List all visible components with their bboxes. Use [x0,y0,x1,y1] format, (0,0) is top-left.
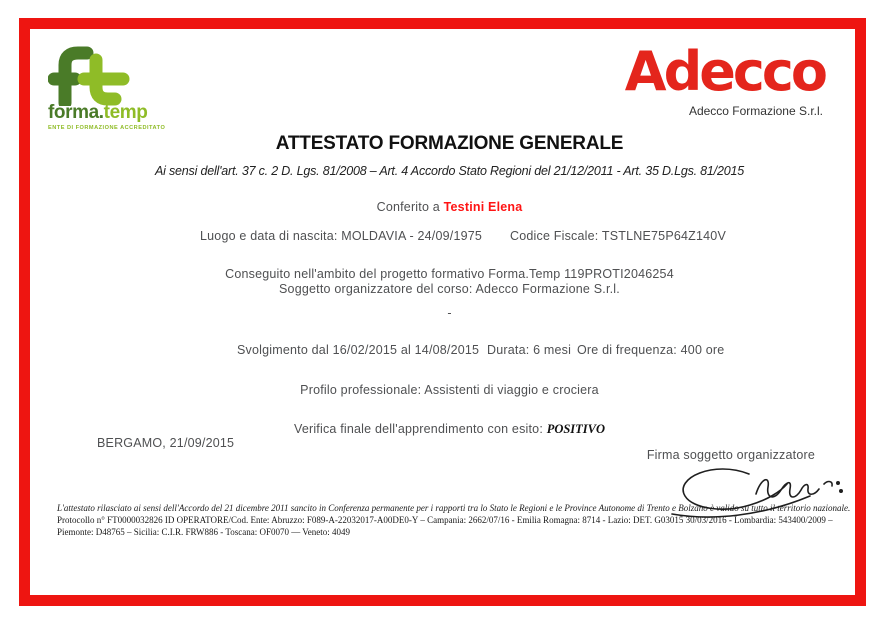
organizer-line: Soggetto organizzatore del corso: Adecco Formazione S.r.l. [279,282,620,296]
professional-profile: Profilo professionale: Assistenti di viaggio e crociera [300,383,599,397]
place-date: BERGAMO, 21/09/2015 [97,436,235,450]
verification-label: Verifica finale dell'apprendimento con esito: [293,422,547,436]
course-period: Svolgimento dal 16/02/2015 al 14/08/2015 [237,343,480,357]
certificate-title: ATTESTATO FORMAZIONE GENERALE [275,133,624,154]
certificate-legal-subtitle: Ai sensi dell'art. 37 c. 2 D. Lgs. 81/2008 – Art. 4 Accordo Stato Regioni del 21/12/2011 - Art. 35 D.Lgs. 81/2015 [155,164,744,178]
separator-dash: - [447,306,452,320]
formatemp-logo [48,46,218,131]
project-line: Conseguito nell'ambito del progetto formativo Forma.Temp 119PROTI2046254 [225,267,674,281]
formatemp-ft-icon [48,46,154,106]
verification-line [25,422,874,437]
course-duration: Durata: 6 mesi [487,343,572,357]
course-attendance: Ore di frequenza: 400 ore [577,343,725,357]
conferred-line [25,200,874,214]
formatemp-wordmark-light: temp [103,102,148,123]
formatemp-wordmark [48,102,218,124]
formatemp-caption: ENTE DI FORMAZIONE ACCREDITATO [48,125,166,131]
adecco-wordmark: Adecco [624,40,825,103]
recipient-name: Testini Elena [443,200,523,214]
footer-regions-line: Piemonte: D48765 – Sicilia: C.I.R. FRW886 - Toscana: OF0070 — Veneto: 4049 [57,527,351,537]
signature-label: Firma soggetto organizzatore [646,448,815,462]
conferred-label: Conferito a [376,200,444,214]
footer [57,502,849,538]
footer-legal-line: L'attestato rilasciato ai sensi dell'Accordo del 21 dicembre 2011 sancito in Conferenza permanente per i rapporti tra lo Stato le Regioni e le Province Autonome di Trento e Bolzano è valido su tutto il territorio nazionale. [57,503,851,513]
adecco-subtitle: Adecco Formazione S.r.l. [688,104,823,118]
formatemp-wordmark-dark: forma. [48,102,104,123]
fiscal-code: Codice Fiscale: TSTLNE75P64Z140V [510,229,726,243]
footer-protocol-line: Protocollo n° FT0000032826 ID OPERATORE/Cod. Ente: Abruzzo: F089-A-22032017-A00DE0-Y – Campania: 2662/07/16 - Emilia Romagna: 8714 - Lazio: DET. G03015 30/03/2016 - Lombardia: 543400/2009 – [57,515,833,525]
birth-place-date: Luogo e data di nascita: MOLDAVIA - 24/09/1975 [200,229,483,243]
verification-result: POSITIVO [546,422,606,436]
adecco-logo [625,42,825,118]
